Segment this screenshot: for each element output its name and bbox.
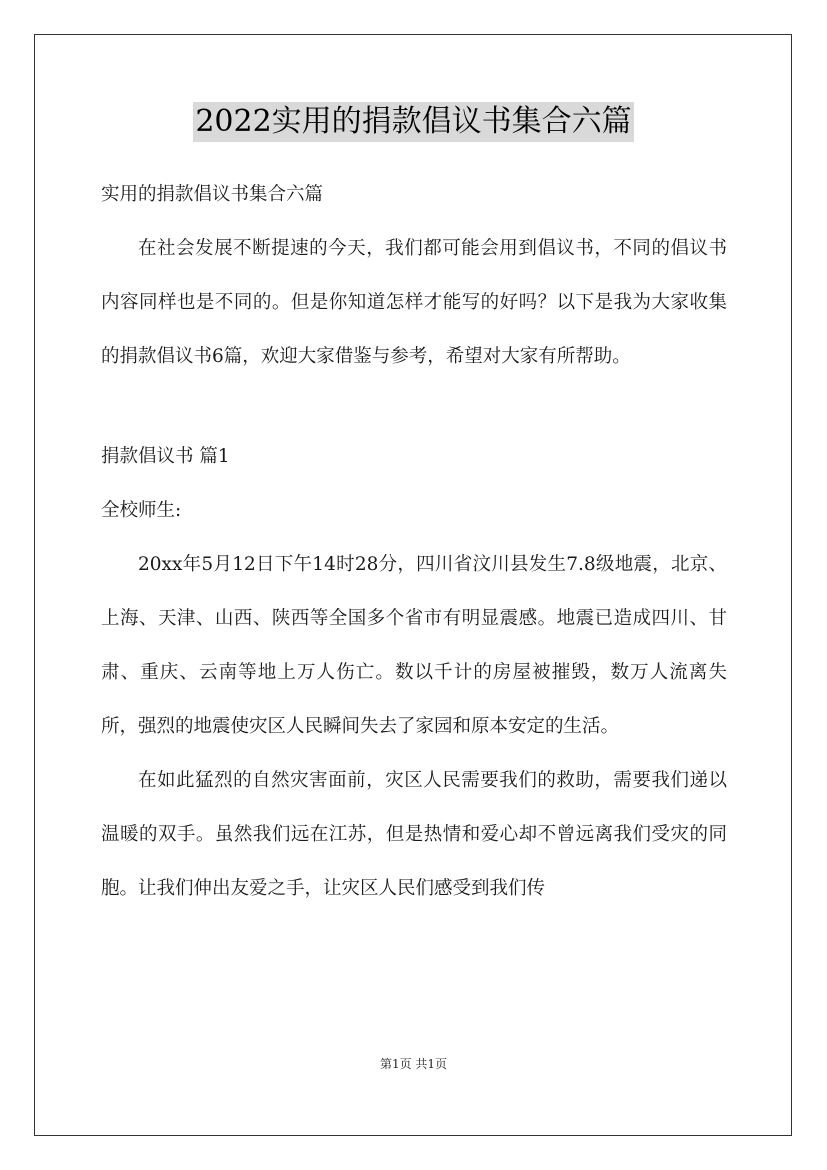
body-paragraph-1: 20xx年5月12日下午14时28分，四川省汶川县发生7.8级地震，北京、上海、天津、山西、陕西等全国多个省市有明显震感。地震已造成四川、甘肃、重庆、云南等地上万人伤亡。数以千计的房屋被摧毁，数万人流离失所，强烈的地震使灾区人民瞬间失去了家园和原本安定的生活。: [101, 554, 727, 737]
salutation: 全校师生:: [101, 500, 182, 521]
document-subtitle: 实用的捐款倡议书集合六篇: [101, 184, 324, 205]
section-heading: 捐款倡议书 篇1: [101, 446, 230, 467]
document-body: [101, 168, 727, 916]
section-spacer: [101, 384, 727, 430]
document-title: [0, 102, 827, 142]
document-title-text: 2022实用的捐款倡议书集合六篇: [193, 102, 633, 142]
page-number: 第1页 共1页: [379, 1057, 448, 1071]
intro-paragraph: 在社会发展不断提速的今天，我们都可能会用到倡议书，不同的倡议书内容同样也是不同的。但是你知道怎样才能写的好吗？以下是我为大家收集的捐款倡议书6篇，欢迎大家借鉴与参考，希望对大家有所帮助。: [101, 238, 727, 367]
page-footer: [0, 1055, 827, 1072]
body-paragraph-2: 在如此猛烈的自然灾害面前，灾区人民需要我们的救助，需要我们递以温暖的双手。虽然我们远在江苏，但是热情和爱心却不曾远离我们受灾的同胞。让我们伸出友爱之手，让灾区人民们感受到我们传: [101, 770, 727, 899]
